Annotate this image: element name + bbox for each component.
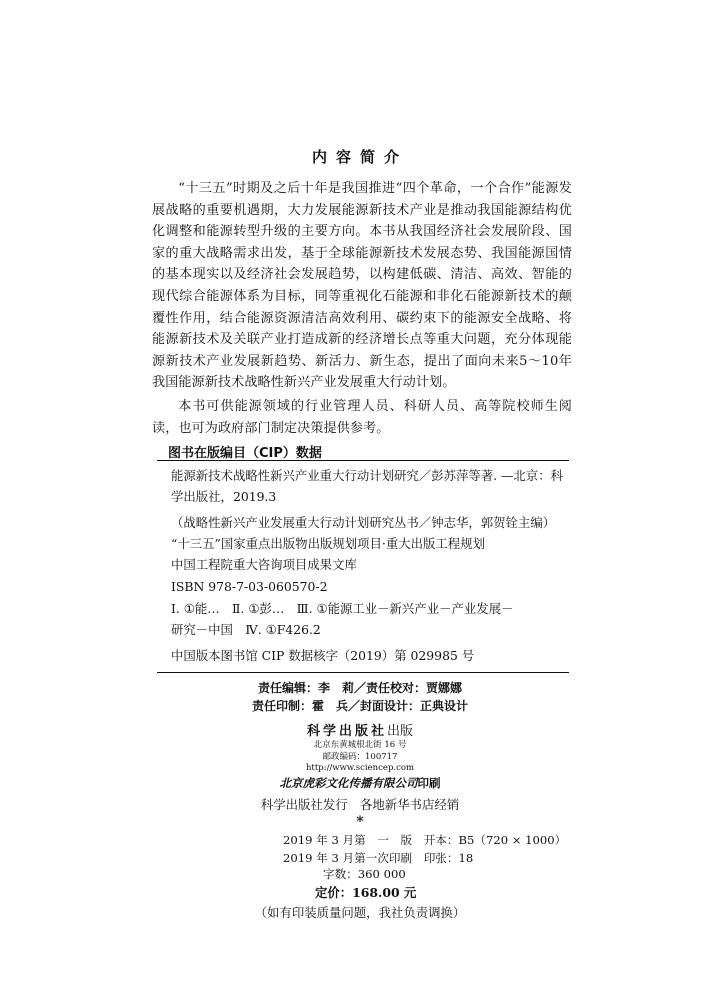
classification-line: Ⅰ. ①能… Ⅱ. ①彭… Ⅲ. ①能源工业－新兴产业－产业发展－: [171, 601, 514, 616]
printer-line: [0, 775, 720, 791]
production-credits: 责任印制：霍 兵／封面设计：正典设计: [251, 699, 468, 713]
cip-series-line: “十三五”国家重点出版物出版规划项目·重大出版工程规划: [171, 536, 485, 551]
cip-series: [171, 512, 567, 575]
publisher-line: [0, 720, 720, 739]
summary-title: 内容简介: [311, 148, 408, 166]
cip-isbn: [171, 576, 567, 597]
cip-heading: 图书在版编目（CIP）数据: [168, 446, 322, 461]
cip-record-line: 学出版社，2019.3: [171, 489, 277, 504]
publisher-logotype: 科学出版社: [306, 724, 387, 739]
cip-record: [171, 465, 567, 507]
quality-notice: （如有印装质量问题，我社负责调换）: [254, 905, 466, 920]
summary-paragraph: “十三五”时期及之后十年是我国推进“四个革命，一个合作”能源发展战略的重要机遇期，大力发展能源新技术产业是推动我国能源结构优化调整和能源转型升级的主要方向。本书从我国经济社会发展阶段、国家的重大战略需求出发，基于全球能源新技术发展态势、我国能源国情的基本现实以及经济社会发展趋势，以构建低碳、清洁、高效、智能的现代综合能源体系为目标，同等重视化石能源和非化石能源新技术的颠覆性作用，结合能源资源清洁高效利用、碳约束下的能源安全战略、将能源新技术及关联产业打造成新的经济增长点等重大问题，充分体现能源新技术产业发展新趋势、新活力、新生态，提出了面向未来5～10年我国能源新技术战略性新兴产业发展重大行动计划。: [152, 181, 572, 391]
summary-body: [152, 178, 572, 439]
publisher-address: 北京东黄城根北街 16 号: [313, 740, 407, 750]
cip-number: [171, 645, 567, 666]
cip-bottom-divider: [157, 672, 569, 673]
publisher-suffix: 出版: [387, 724, 414, 739]
edition-line: 2019 年 3 月第 一 版 开本：B5（720 × 1000）: [283, 833, 567, 847]
cip-series-line: 中国工程院重大咨询项目成果文库: [171, 557, 357, 572]
separator-star: *: [356, 814, 364, 830]
word-count: 字数：360 000: [323, 867, 406, 881]
cip-series-line: （战略性新兴产业发展重大行动计划研究丛书／钟志华，郭贺铨主编）: [171, 515, 556, 530]
printer-suffix: 印刷: [417, 776, 441, 790]
printing-line: 2019 年 3 月第一次印刷 印张：18: [283, 851, 474, 865]
cip-record-line: 能源新技术战略性新兴产业重大行动计划研究／彭苏萍等著. —北京：科: [171, 468, 563, 483]
price: 定价：168.00 元: [315, 885, 417, 900]
publisher-website: http://www.sciencep.com: [305, 763, 415, 773]
summary-paragraph: 本书可供能源领域的行业管理人员、科研人员、高等院校师生阅读，也可为政府部门制定决策提供参考。: [152, 398, 572, 436]
classification-line: 研究－中国 Ⅳ. ①F426.2: [171, 622, 321, 637]
cip-number-text: 中国版本图书馆 CIP 数据核字（2019）第 029985 号: [171, 648, 475, 663]
isbn-text: ISBN 978-7-03-060570-2: [171, 579, 328, 594]
printer-logotype: 北京虎彩文化传播有限公司: [279, 776, 418, 790]
editor-credits: 责任编辑：李 莉／责任校对：贾娜娜: [257, 681, 462, 695]
distribution-line: 科学出版社发行 各地新华书店经销: [260, 797, 460, 812]
cip-top-divider: [157, 460, 569, 461]
publisher-postcode: 邮政编码：100717: [322, 752, 398, 762]
cip-classification: [171, 598, 567, 640]
